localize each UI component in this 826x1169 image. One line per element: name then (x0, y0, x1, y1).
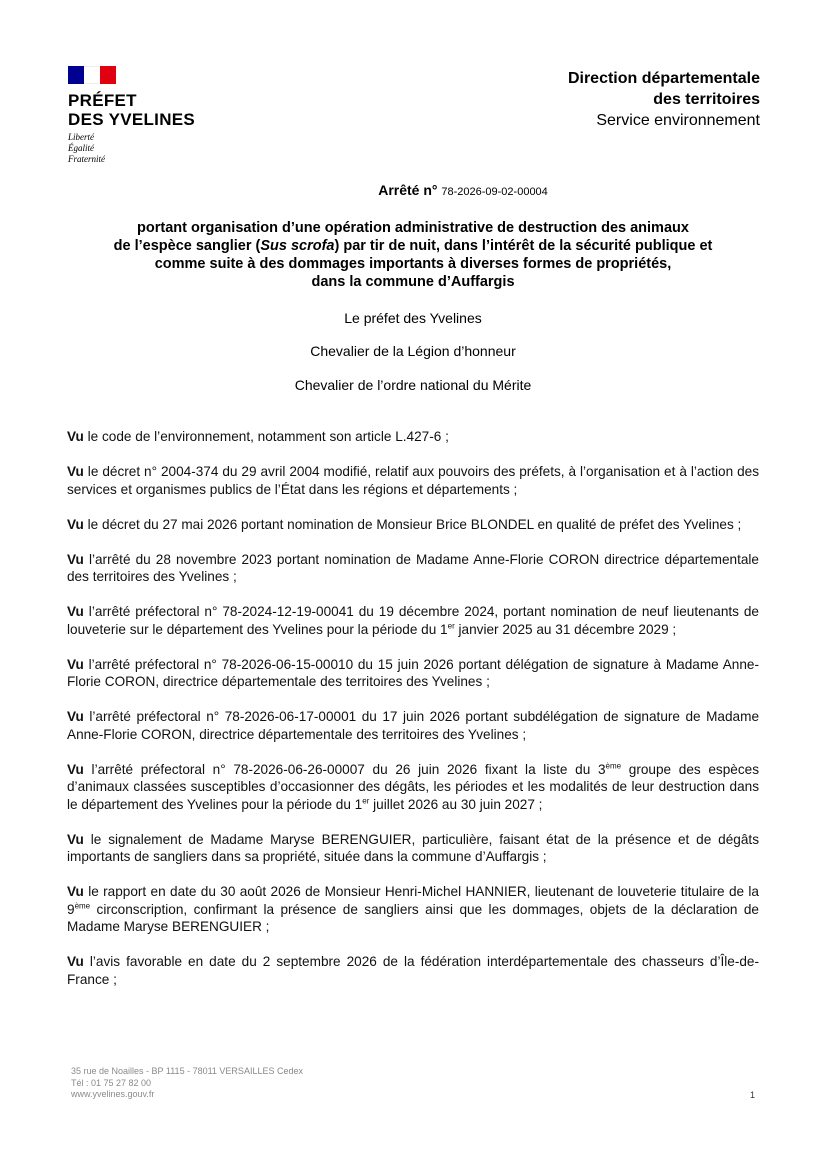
vu-keyword: Vu (67, 884, 84, 899)
vu-keyword: Vu (67, 831, 84, 847)
vu-text: le rapport en date du 30 août 2026 de Monsieur Henri-Michel HANNIER, lieutenant de louveterie titulaire de la 9 (67, 884, 759, 917)
title-line-2-end: ) par tir de nuit, dans l’intérêt de la sécurité publique et (334, 238, 713, 254)
arrete-title (90, 219, 736, 291)
title-line-1: portant organisation d’une opération administrative de destruction des animaux (137, 220, 689, 236)
arrete-heading (0, 182, 826, 198)
vu-paragraph (67, 656, 759, 691)
issuing-service (568, 68, 760, 131)
vu-paragraph (67, 516, 759, 534)
vu-text: l’arrêté préfectoral n° 78-2026-06-15-00010 du 15 juin 2026 portant délégation de signature à Madame Anne-Florie CORON, directrice départementale des territoires des Yvelines ; (67, 656, 759, 689)
vu-keyword: Vu (67, 551, 84, 567)
vu-keyword: Vu (67, 709, 84, 724)
superscript: er (447, 620, 455, 630)
vu-text: le code de l’environnement, notamment son article L.427-6 ; (83, 429, 449, 444)
superscript: ème (605, 760, 622, 770)
prefet-honour-2: Chevalier de l’ordre national du Mérite (294, 377, 532, 393)
vu-paragraph (67, 463, 759, 498)
title-line-2-start: de l’espèce sanglier ( (113, 238, 261, 254)
vu-text: l’avis favorable en date du 2 septembre 2026 de la fédération interdépartementale des chasseurs d’Île-de-France ; (67, 954, 759, 987)
superscript: er (362, 795, 370, 805)
direction-line-2: des territoires (653, 91, 760, 108)
vu-paragraph (67, 428, 759, 446)
prefecture-logo (68, 66, 228, 165)
vu-text: le signalement de Madame Maryse BERENGUIER, particulière, faisant état de la présence et de dégâts importants de sangliers dans sa propriété, située dans la commune d’Auffargis ; (67, 831, 759, 864)
vu-paragraph (67, 761, 759, 814)
vu-text: juillet 2026 au 30 juin 2027 ; (369, 796, 543, 812)
footer-phone: Tél : 01 75 27 82 00 (71, 1077, 152, 1088)
vu-paragraph (67, 831, 759, 866)
title-line-3: comme suite à des dommages importants à diverses formes de propriétés, (154, 256, 672, 272)
vu-keyword: Vu (67, 516, 84, 532)
title-line-2 (90, 237, 736, 255)
french-flag-icon (68, 66, 116, 84)
prefet-title: Le préfet des Yvelines (344, 310, 482, 326)
vu-text: le décret n° 2004-374 du 29 avril 2004 modifié, relatif aux pouvoirs des préfets, à l’organisation et à l’action des services et organismes publics de l’État dans les régions et départements ; (67, 464, 759, 497)
flag-white-band (84, 66, 100, 84)
vu-paragraph (67, 603, 759, 638)
motto-fraternite: Fraternité (68, 154, 105, 164)
vu-text: l’arrêté du 28 novembre 2023 portant nomination de Madame Anne-Florie CORON directrice départementale des territoires des Yvelines ; (67, 551, 759, 584)
flag-blue-band (68, 66, 84, 84)
republic-motto (68, 132, 228, 165)
vu-paragraph (67, 953, 759, 988)
footer-address: 35 rue de Noailles - BP 1115 - 78011 VERSAILLES Cedex (71, 1066, 303, 1076)
vu-text: groupe des espèces d’animaux classées susceptibles d’occasionner des dégâts, les périodes et les modalités de leur destruction dans le département des Yvelines pour la période du 1 (67, 761, 759, 812)
vu-text: circonscription, confirmant la présence de sangliers ainsi que les dommages, objets de la déclaration de Madame Maryse BERENGUIER ; (67, 901, 759, 934)
page-number: 1 (749, 1090, 755, 1100)
motto-liberte: Liberté (68, 132, 94, 142)
prefet-honour-1: Chevalier de la Légion d’honneur (310, 343, 516, 359)
vu-keyword: Vu (67, 656, 84, 672)
logo-line-1: PRÉFET (68, 91, 137, 110)
vu-keyword: Vu (67, 604, 84, 619)
vu-keyword: Vu (67, 954, 84, 969)
direction-line-1: Direction départementale (567, 70, 760, 87)
species-latin-name: Sus scrofa (260, 238, 335, 254)
vu-text: l’arrêté préfectoral n° 78-2026-06-17-00001 du 17 juin 2026 portant subdélégation de signature de Madame Anne-Florie CORON, directrice départementale des territoires des Yvelines ; (67, 709, 759, 742)
logo-line-2: DES YVELINES (68, 110, 196, 129)
vu-text: l’arrêté préfectoral n° 78-2024-12-19-00041 du 19 décembre 2024, portant nomination de neuf lieutenants de louveterie sur le département des Yvelines pour la période du 1 (67, 604, 759, 637)
vu-keyword: Vu (67, 464, 84, 479)
superscript: ème (74, 900, 91, 910)
vu-text: l’arrêté préfectoral n° 78-2026-06-26-00007 du 26 juin 2026 fixant la liste du 3 (83, 761, 606, 777)
considerations-list (67, 428, 759, 1006)
flag-red-band (100, 66, 116, 84)
vu-keyword: Vu (67, 761, 84, 777)
arrete-label: Arrêté n° (378, 182, 438, 198)
vu-text: le décret du 27 mai 2026 portant nomination de Monsieur Brice BLONDEL en qualité de préfet des Yvelines ; (83, 516, 742, 532)
vu-keyword: Vu (67, 429, 84, 444)
motto-egalite: Égalité (68, 143, 94, 153)
service-name: Service environnement (596, 112, 760, 129)
page-footer (71, 1066, 303, 1101)
vu-text: janvier 2025 au 31 décembre 2029 ; (454, 621, 677, 637)
title-line-4: dans la commune d’Auffargis (311, 274, 515, 290)
vu-paragraph (67, 551, 759, 586)
footer-website: www.yvelines.gouv.fr (71, 1089, 155, 1099)
vu-paragraph (67, 883, 759, 936)
arrete-number: 78-2026-09-02-00004 (441, 186, 548, 198)
vu-paragraph (67, 708, 759, 743)
